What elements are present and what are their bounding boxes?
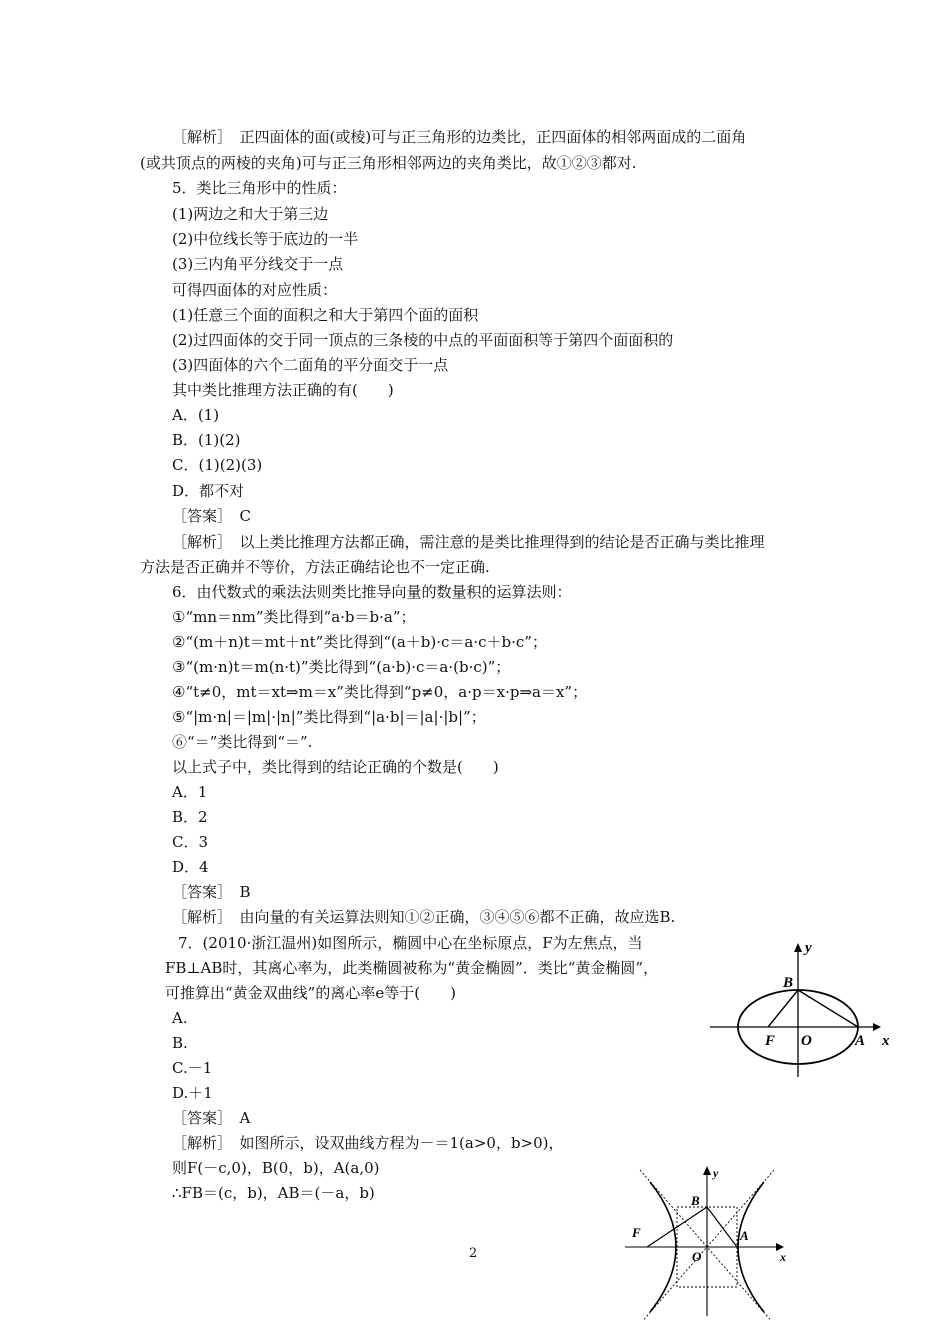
text-line: D．都不对 [172,482,245,500]
text-line: A．(1) [172,406,220,424]
x-axis-label: x [780,1250,786,1264]
text-line: ⑤“|m·n|＝|m|·|n|”类比得到“|a·b|＝|a|·|b|”； [172,708,486,726]
text-line: D．4 [172,858,209,876]
text-line: B．(1)(2) [172,431,241,449]
text-line: ［解析］ 由向量的有关运算法则知①②正确，③④⑤⑥都不正确，故应选B. [172,908,676,926]
text-line: 5．类比三角形中的性质： [172,179,347,197]
point-a-label: A [855,1033,866,1049]
text-line: ［答案］ C [172,507,251,525]
point-b-label: B [691,1193,700,1208]
x-axis-label: x [882,1033,890,1049]
text-line: (或共顶点的两棱的夹角)可与正三角形相邻两边的夹角类比，故①②③都对. [140,154,637,172]
text-line: ③“(m·n)t＝m(n·t)”类比得到“(a·b)·c＝a·(b·c)”； [172,658,511,676]
text-line: (2)中位线长等于底边的一半 [172,230,359,248]
text-line: B．2 [172,808,208,826]
text-line: (1)任意三个面的面积之和大于第四个面的面积 [172,306,479,324]
text-line: (3)三内角平分线交于一点 [172,255,344,273]
text-line: ∴FB＝(c，b)，AB＝(－a，b) [172,1184,375,1202]
point-a-label: A [740,1228,749,1243]
text-line: C．3 [172,833,209,851]
point-b-label: B [783,975,794,991]
text-line: 则F(－c,0)，B(0，b)，A(a,0) [172,1159,380,1177]
text-line: A．1 [172,783,208,801]
text-line: ［解析］ 如图所示，设双曲线方程为－＝1(a>0，b>0)， [172,1134,564,1152]
y-axis-label: y [713,1166,719,1180]
text-line: 以上式子中，类比得到的结论正确的个数是( ) [172,758,499,776]
text-line: D.＋1 [172,1084,213,1102]
point-f-label: F [765,1033,776,1049]
text-line: ①“mn＝nm”类比得到“a·b＝b·a”； [172,608,416,626]
text-line: ⑥“＝”类比得到“＝”. [172,733,313,751]
text-line: (1)两边之和大于第三边 [172,205,329,223]
page-number: 2 [469,1246,478,1261]
origin-label: O [801,1033,812,1049]
origin-label: O [692,1249,702,1264]
text-line: ［解析］ 正四面体的面(或棱)可与正三角形的边类比，正四面体的相邻两面成的二面角 [172,128,747,146]
text-line: (2)过四面体的交于同一顶点的三条棱的中点的平面面积等于第四个面面积的 [172,331,674,349]
text-line: A. [172,1009,188,1027]
text-line: B. [172,1034,188,1052]
text-line: FB⊥AB时，其离心率为，此类椭圆被称为“黄金椭圆”．类比“黄金椭圆”， [165,959,659,977]
text-line: 可推算出“黄金双曲线”的离心率e等于( ) [165,984,456,1002]
text-line: 7．(2010·浙江温州)如图所示，椭圆中心在坐标原点，F为左焦点，当 [178,934,643,952]
text-line: ④“t≠0，mt＝xt⇒m＝x”类比得到“p≠0，a·p＝x·p⇒a＝x”； [172,683,588,701]
text-line: ［答案］ A [172,1109,251,1127]
point-f-label: F [632,1225,641,1240]
text-line: ［答案］ B [172,883,251,901]
text-line: 其中类比推理方法正确的有( ) [172,381,394,399]
y-axis-label: y [805,940,812,956]
text-line: ［解析］ 以上类比推理方法都正确，需注意的是类比推理得到的结论是否正确与类比推理 [172,533,765,551]
text-line: 方法是否正确并不等价，方法正确结论也不一定正确. [140,558,490,576]
text-line: C．(1)(2)(3) [172,456,263,474]
text-line: (3)四面体的六个二面角的平分面交于一点 [172,356,449,374]
ellipse-figure [705,935,905,1085]
text-line: 6．由代数式的乘法法则类比推导向量的数量积的运算法则： [172,583,572,601]
text-line: C.－1 [172,1059,213,1077]
text-line: 可得四面体的对应性质： [172,281,338,299]
text-line: ②“(m＋n)t＝mt＋nt”类比得到“(a＋b)·c＝a·c＋b·c”； [172,633,547,651]
hyperbola-figure [620,1160,800,1320]
